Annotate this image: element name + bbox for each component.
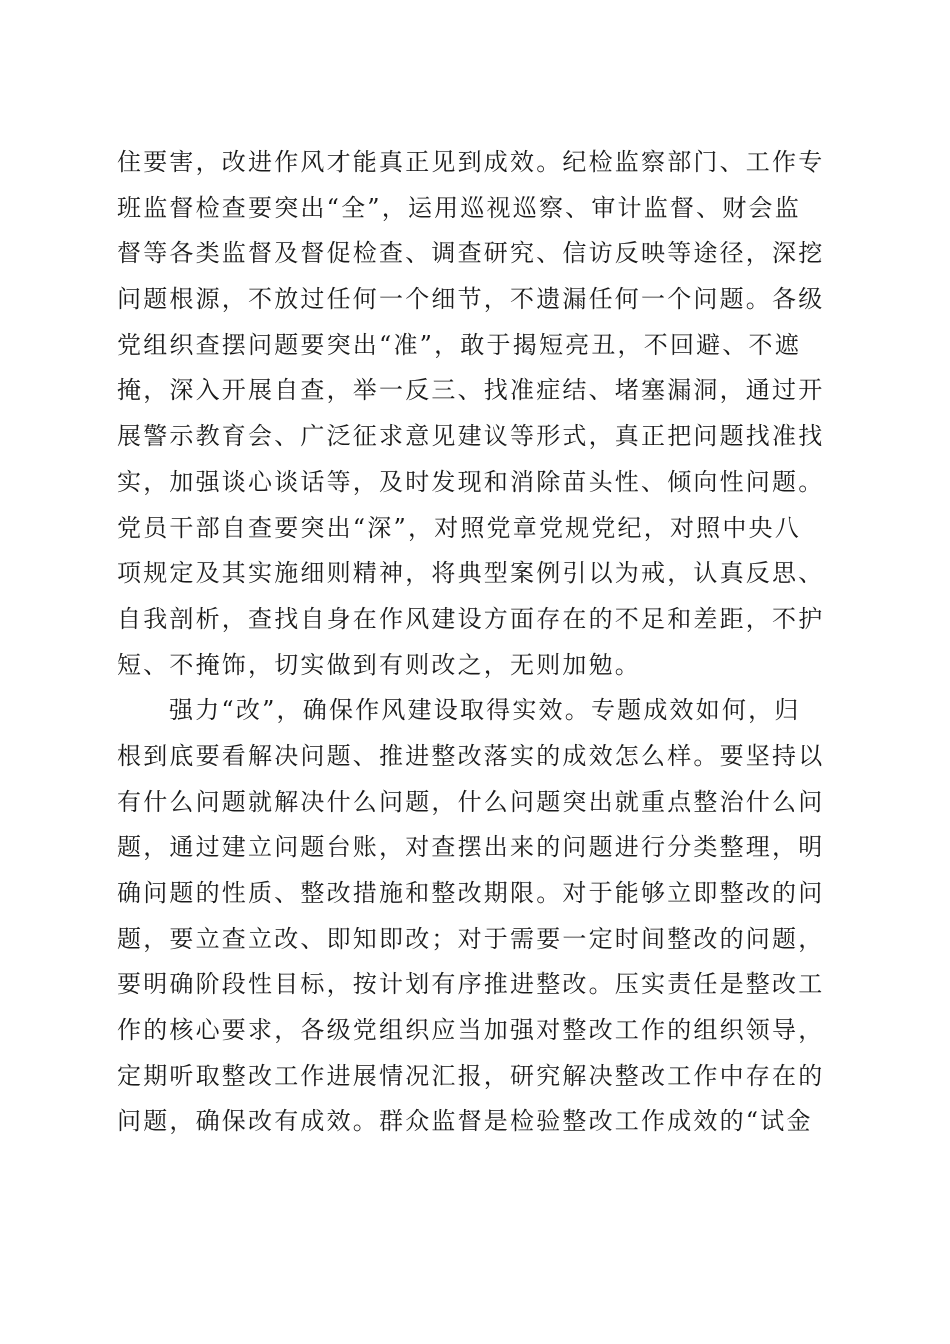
text-line: 根到底要看解决问题、推进整改落实的成效怎么样。要坚持以 xyxy=(117,741,825,770)
text-line: 住要害，改进作风才能真正见到成效。纪检监察部门、工作专 xyxy=(117,148,825,176)
text-line: 督等各类监督及督促检查、调查研究、信访反映等途径，深挖 xyxy=(117,239,825,268)
text-line: 问题根源，不放过任何一个细节，不遗漏任何一个问题。各级 xyxy=(117,285,825,314)
text-line: 定期听取整改工作进展情况汇报，研究解决整改工作中存在的 xyxy=(117,1061,825,1090)
text-line: 班监督检查要突出“全”，运用巡视巡察、审计监督、财会监 xyxy=(117,193,801,222)
text-line: 党员干部自查要突出“深”，对照党章党规党纪，对照中央八 xyxy=(117,513,801,542)
text-line: 作的核心要求，各级党组织应当加强对整改工作的组织领导， xyxy=(117,1016,825,1045)
text-line: 要明确阶段性目标，按计划有序推进整改。压实责任是整改工 xyxy=(117,970,825,999)
text-line: 展警示教育会、广泛征求意见建议等形式，真正把问题找准找 xyxy=(117,422,825,451)
body-text xyxy=(117,140,837,1145)
text-line: 掩，深入开展自查，举一反三、找准症结、堵塞漏洞，通过开 xyxy=(117,376,825,405)
text-line: 自我剖析，查找自身在作风建设方面存在的不足和差距，不护 xyxy=(117,604,825,633)
text-line: 党组织查摆问题要突出“准”，敢于揭短亮丑，不回避、不遮 xyxy=(117,330,801,359)
text-line: 有什么问题就解决什么问题，什么问题突出就重点整治什么问 xyxy=(117,787,825,816)
text-line: 短、不掩饰，切实做到有则改之，无则加勉。 xyxy=(117,650,641,679)
text-line: 问题，确保改有成效。群众监督是检验整改工作成效的“试金 xyxy=(117,1107,813,1136)
text-line: 实，加强谈心谈话等，及时发现和消除苗头性、倾向性问题。 xyxy=(117,467,825,496)
text-line: 题，要立查立改、即知即改；对于需要一定时间整改的问题， xyxy=(117,924,825,953)
text-line: 确问题的性质、整改措施和整改期限。对于能够立即整改的问 xyxy=(117,879,825,907)
text-line: 题，通过建立问题台账，对查摆出来的问题进行分类整理，明 xyxy=(117,833,825,862)
paragraph-first-line: 强力“改”，确保作风建设取得实效。专题成效如何，归 xyxy=(169,696,801,725)
text-line: 项规定及其实施细则精神，将典型案例引以为戒，认真反思、 xyxy=(117,559,825,588)
